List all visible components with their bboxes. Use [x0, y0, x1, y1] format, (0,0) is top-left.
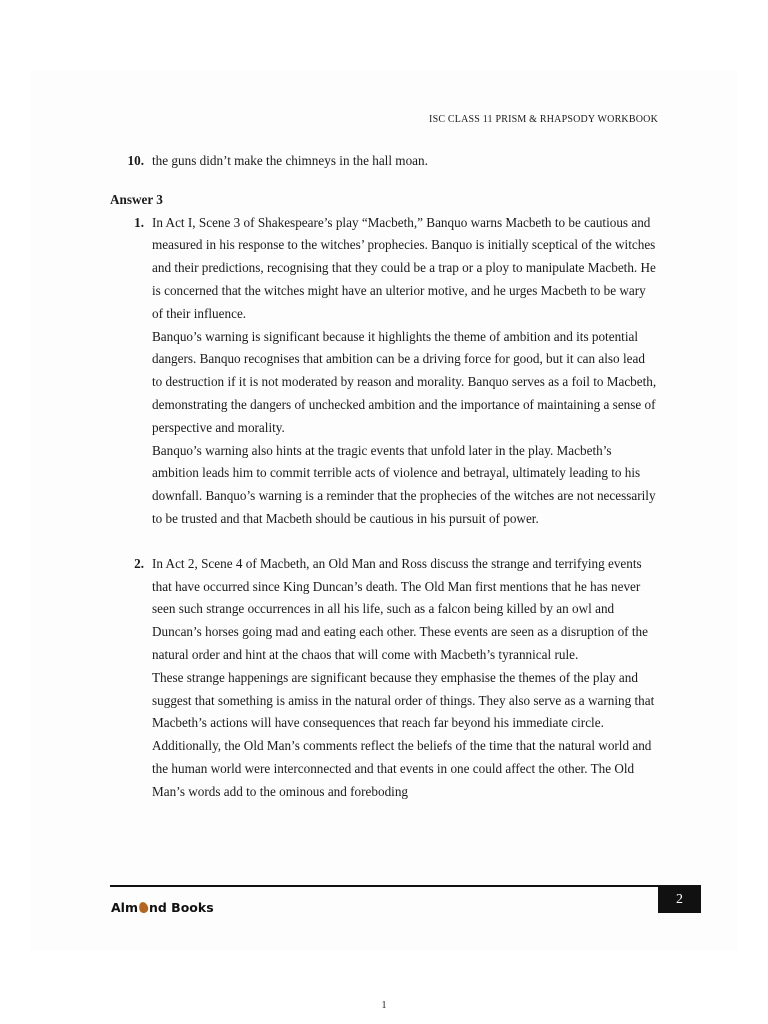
answer-item-2: [110, 553, 658, 804]
answer-paragraph: Banquo’s warning also hints at the tragic events that unfold later in the play. Macbeth’s ambition leads him to commit terrible acts of violence and betrayal, ultimately leading to his downfall. Banquo’s warning is a reminder that the prophecies of the witches are not necessarily to be trusted and that Macbeth should be cautious in his pursuit of power.: [152, 442, 656, 526]
publisher-logo: [111, 900, 214, 915]
logo-text-right: nd Books: [148, 900, 214, 915]
logo-text-left: Alm: [111, 900, 138, 915]
viewer-page-number: 1: [381, 1000, 387, 1011]
almond-icon: [138, 901, 150, 914]
page-number-box: 2: [658, 887, 701, 913]
answer-number: 1.: [134, 214, 144, 230]
running-header: ISC CLASS 11 PRISM & RHAPSODY WORKBOOK: [429, 114, 658, 125]
answer-number: 2.: [134, 555, 144, 571]
answer-paragraph: In Act 2, Scene 4 of Macbeth, an Old Man and Ross discuss the strange and terrifying events that have occurred since King Duncan’s death. The Old Man first mentions that he has never seen such strange occurrences in all his life, such as a falcon being killed by an owl and Duncan’s horses going mad and eating each other. These events are seen as a disruption of the natural order and hint at the chaos that will come with Macbeth’s tyrannical rule.: [152, 555, 648, 662]
question-item-10: [110, 150, 658, 173]
item-number: 10.: [127, 153, 144, 168]
answer-heading: Answer 3: [110, 191, 163, 207]
answer-paragraph: Banquo’s warning is significant because it highlights the theme of ambition and its potential dangers. Banquo recognises that ambition can be a driving force for good, but it can also lead to destruction if it is not moderated by reason and morality. Banquo serves as a foil to Macbeth, demonstrating the dangers of unchecked ambition and the importance of maintaining a sense of perspective and morality.: [152, 328, 657, 435]
answer-paragraph: In Act I, Scene 3 of Shakespeare’s play “Macbeth,” Banquo warns Macbeth to be cautious and measured in his response to the witches’ prophecies. Banquo is initially sceptical of the witches and their predictions, recognising that they could be a trap or a ploy to manipulate Macbeth. He is concerned that the witches might have an ulterior motive, and he urges Macbeth to be wary of their influence.: [152, 214, 656, 321]
answer-item-1: [110, 212, 658, 531]
document-body: [110, 150, 658, 804]
answer-paragraph: These strange happenings are significant because they emphasise the themes of the play and suggest that something is amiss in the natural order of things. They also serve as a warning that Macbeth’s actions will have consequences that reach far beyond his immediate circle. Additionally, the Old Man’s comments reflect the beliefs of the time that the natural world and the human world were interconnected and that events in one could affect the other. The Old Man’s words add to the ominous and foreboding: [152, 669, 655, 799]
item-text: the guns didn’t make the chimneys in the hall moan.: [152, 153, 428, 168]
footer-divider: [110, 885, 701, 887]
